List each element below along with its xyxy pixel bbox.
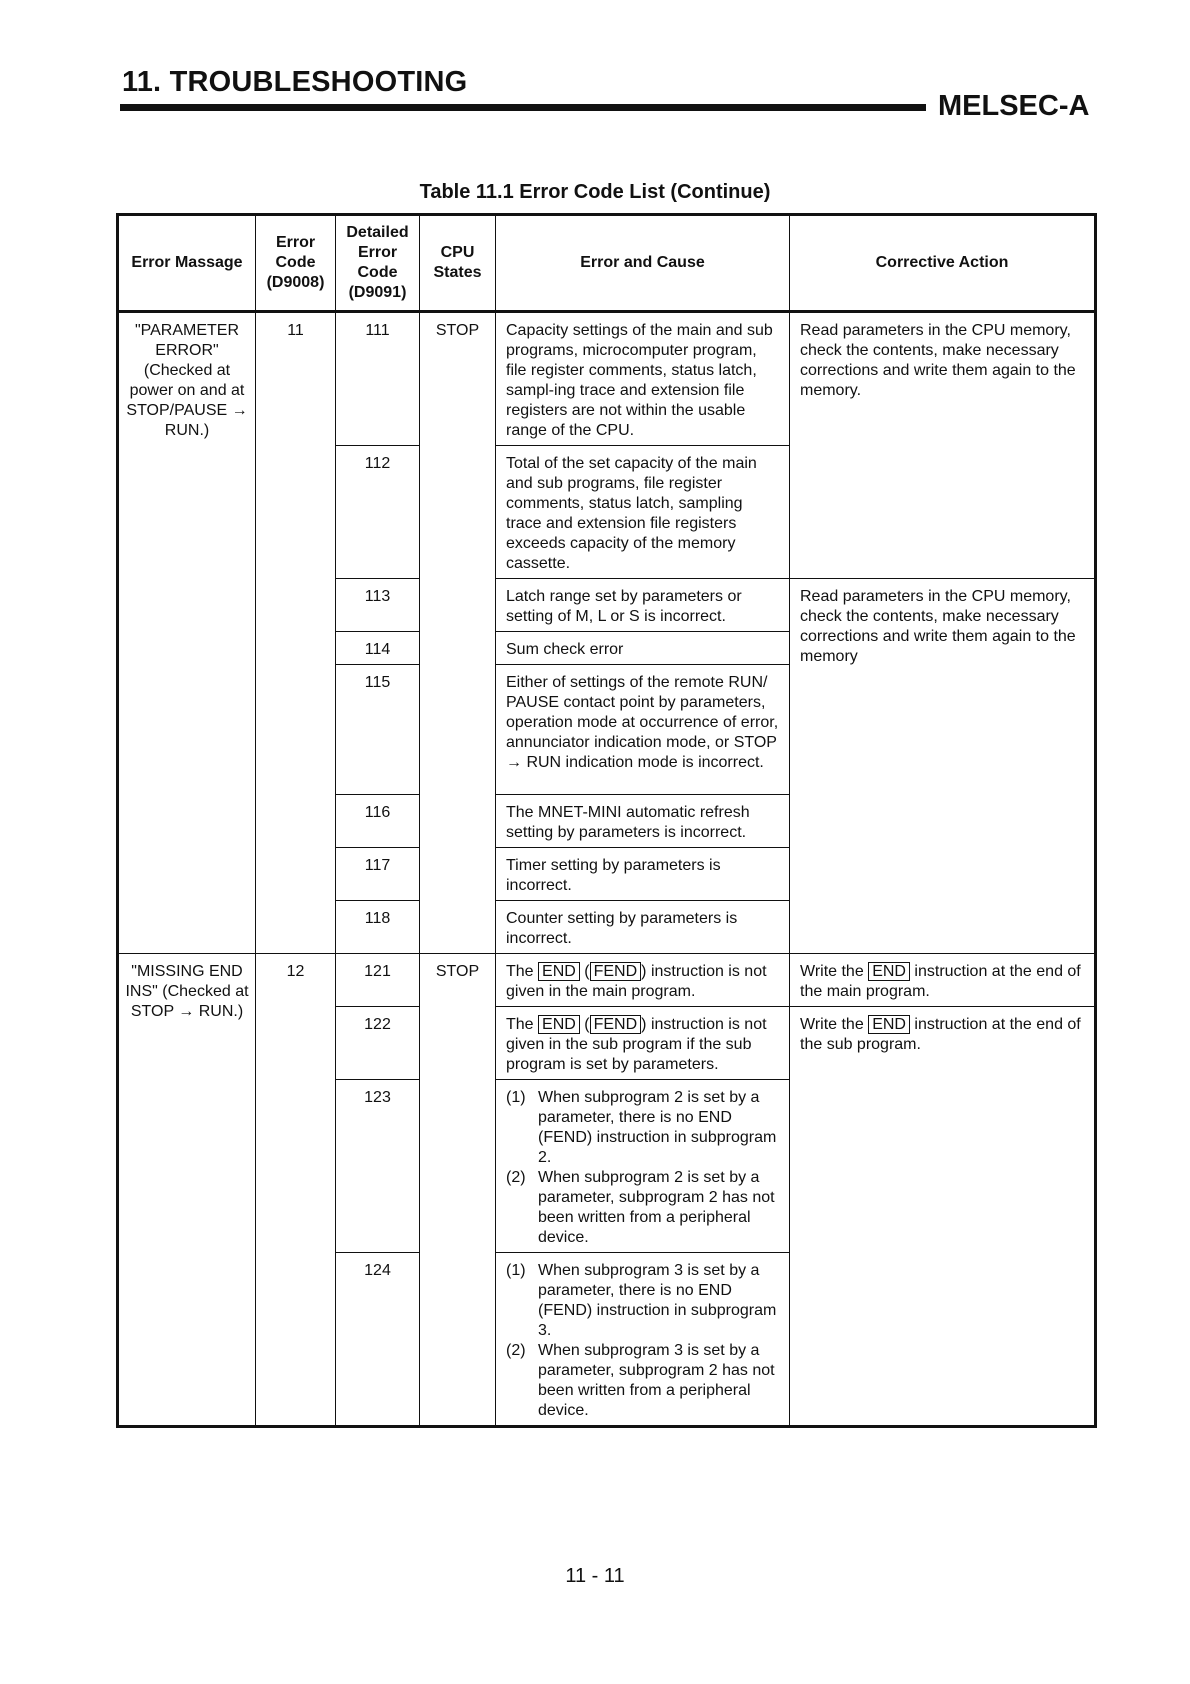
end-instruction-box: END bbox=[868, 962, 910, 981]
col-header-code: Error Code (D9008) bbox=[256, 215, 336, 312]
table-row bbox=[118, 954, 1096, 1007]
detail-code: 124 bbox=[336, 1253, 420, 1427]
detail-code: 111 bbox=[336, 312, 420, 446]
error-cause: The MNET-MINI automatic refresh setting by parameters is incorrect. bbox=[496, 795, 790, 848]
action-text: Write the bbox=[800, 963, 864, 980]
table-header-row bbox=[118, 215, 1096, 312]
end-instruction-box: END bbox=[538, 1015, 580, 1034]
detail-code: 112 bbox=[336, 446, 420, 579]
error-cause: Either of settings of the remote RUN/ PAUSE contact point by parameters, operation mode at occurrence of error, annunciator indication mode, or STOP → RUN indication mode is incorrect. bbox=[496, 665, 790, 795]
cpu-state: STOP bbox=[420, 312, 496, 954]
col-header-action: Corrective Action bbox=[790, 215, 1096, 312]
detail-code: 113 bbox=[336, 579, 420, 632]
detail-code: 116 bbox=[336, 795, 420, 848]
detail-code: 115 bbox=[336, 665, 420, 795]
detail-code: 118 bbox=[336, 901, 420, 954]
cause-text: instruction is not given in the main program. bbox=[506, 963, 767, 1000]
corrective-action bbox=[790, 1007, 1096, 1427]
detail-code: 117 bbox=[336, 848, 420, 901]
end-instruction-box: END bbox=[868, 1015, 910, 1034]
error-message: "PARAMETER ERROR" (Checked at power on and at STOP/PAUSE → RUN.) bbox=[118, 312, 256, 954]
error-cause: The END ( FEND ) instruction is not given in the sub program if the sub program is set by parameters. bbox=[496, 1007, 790, 1080]
error-cause: Sum check error bbox=[496, 632, 790, 665]
list-number: (1) bbox=[506, 1262, 526, 1279]
brand-label: MELSEC-A bbox=[938, 90, 1090, 122]
fend-instruction-box: FEND bbox=[590, 962, 642, 981]
list-text: When subprogram 2 is set by a parameter, there is no END (FEND) instruction in subprogram 2. bbox=[538, 1089, 777, 1166]
error-message: "MISSING END INS" (Checked at STOP → RUN.) bbox=[118, 954, 256, 1427]
list-text: When subprogram 3 is set by a parameter, there is no END (FEND) instruction in subprogram 3. bbox=[538, 1262, 777, 1339]
detail-code: 114 bbox=[336, 632, 420, 665]
list-item bbox=[506, 1168, 781, 1248]
error-cause: Latch range set by parameters or setting of M, L or S is incorrect. bbox=[496, 579, 790, 632]
error-cause: Timer setting by parameters is incorrect. bbox=[496, 848, 790, 901]
error-code: 12 bbox=[256, 954, 336, 1427]
error-cause: The END ( FEND ) instruction is not given in the main program. bbox=[496, 954, 790, 1007]
error-code: 11 bbox=[256, 312, 336, 954]
error-cause bbox=[496, 1080, 790, 1253]
cause-text: The bbox=[506, 963, 534, 980]
page-number: 11 - 11 bbox=[565, 1565, 625, 1587]
header-rule bbox=[120, 104, 926, 111]
detail-code: 122 bbox=[336, 1007, 420, 1080]
detail-code: 123 bbox=[336, 1080, 420, 1253]
corrective-action bbox=[790, 954, 1096, 1007]
cause-text: instruction is not given in the sub program if the sub program is set by parameters. bbox=[506, 1016, 767, 1073]
list-text: When subprogram 3 is set by a parameter, subprogram 2 has not been written from a peripheral device. bbox=[538, 1342, 775, 1419]
corrective-action: Read parameters in the CPU memory, check the contents, make necessary corrections and write them again to the memory. bbox=[790, 312, 1096, 579]
action-text: Write the bbox=[800, 1016, 864, 1033]
list-number: (1) bbox=[506, 1089, 526, 1106]
col-header-cause: Error and Cause bbox=[496, 215, 790, 312]
table-title: Table 11.1 Error Code List (Continue) bbox=[419, 181, 771, 203]
action-text: instruction at the end of the main program. bbox=[800, 963, 1081, 1000]
list-item bbox=[506, 1088, 781, 1168]
col-header-cpu: CPU States bbox=[420, 215, 496, 312]
table-row bbox=[118, 312, 1096, 446]
col-header-detail: Detailed Error Code (D9091) bbox=[336, 215, 420, 312]
error-cause: Capacity settings of the main and sub programs, microcomputer program, file register comments, status latch, sampl-ing trace and extension file registers are not within the usable range of the CPU. bbox=[496, 312, 790, 446]
corrective-action: Read parameters in the CPU memory, check the contents, make necessary corrections and write them again to the memory bbox=[790, 579, 1096, 954]
error-cause bbox=[496, 1253, 790, 1427]
detail-code: 121 bbox=[336, 954, 420, 1007]
cpu-state: STOP bbox=[420, 954, 496, 1427]
error-cause: Total of the set capacity of the main and sub programs, file register comments, status latch, sampling trace and extension file registers exceeds capacity of the memory cassette. bbox=[496, 446, 790, 579]
action-text: instruction at the end of the sub program. bbox=[800, 1016, 1081, 1053]
error-cause: Counter setting by parameters is incorrect. bbox=[496, 901, 790, 954]
cause-text: The bbox=[506, 1016, 534, 1033]
fend-instruction-box: FEND bbox=[590, 1015, 642, 1034]
col-header-message: Error Massage bbox=[118, 215, 256, 312]
chapter-title: 11. TROUBLESHOOTING bbox=[122, 66, 468, 98]
list-number: (2) bbox=[506, 1342, 526, 1359]
error-code-table bbox=[116, 213, 1097, 1428]
list-text: When subprogram 2 is set by a parameter, subprogram 2 has not been written from a peripheral device. bbox=[538, 1169, 775, 1246]
list-number: (2) bbox=[506, 1169, 526, 1186]
end-instruction-box: END bbox=[538, 962, 580, 981]
list-item bbox=[506, 1341, 781, 1421]
list-item bbox=[506, 1261, 781, 1341]
